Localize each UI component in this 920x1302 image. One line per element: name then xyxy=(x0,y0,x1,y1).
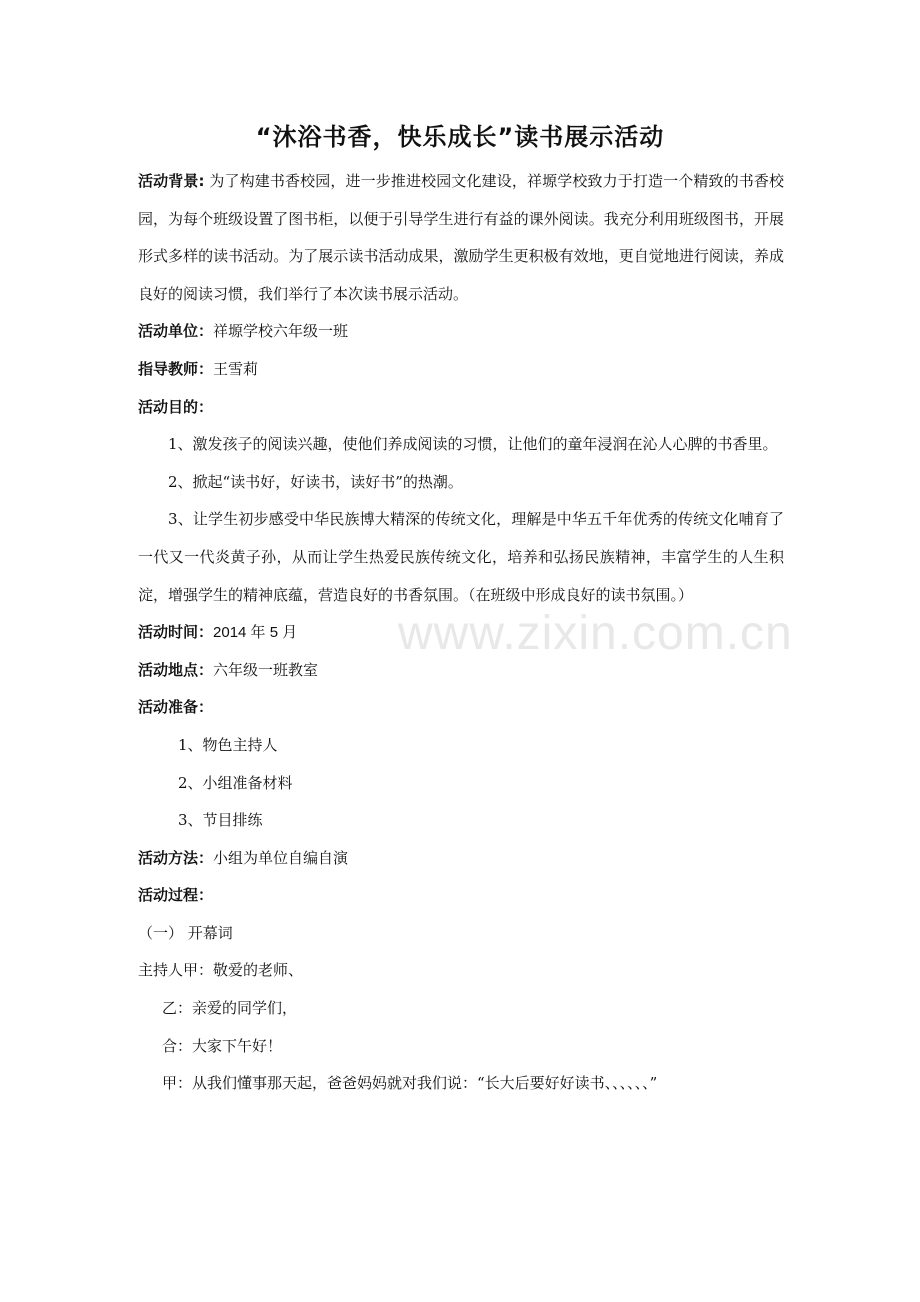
method-label: 活动方法： xyxy=(138,848,214,867)
section-opening: （一） 开幕词 xyxy=(138,923,233,942)
goals-heading xyxy=(138,389,784,427)
teacher-line xyxy=(138,351,784,389)
method-value: 小组为单位自编自演 xyxy=(213,848,349,867)
place-line xyxy=(138,652,784,690)
goal-item-3: 3、让学生初步感受中华民族博大精深的传统文化，理解是中华五千年优秀的传统文化哺育了一代又一代炎黄子孙，从而让学生热爱民族传统文化，培养和弘扬民族精神，丰富学生的人生积淀，增强学生的精神底蕴，营造良好的书香氛围。（在班级中形成良好的读书氛围。） xyxy=(138,510,784,604)
time-label: 活动时间： xyxy=(138,623,214,642)
dialogue-line-4: 甲：从我们懂事那天起，爸爸妈妈就对我们说：“长大后要好好读书、、、、、、” xyxy=(162,1074,658,1093)
process-label: 活动过程： xyxy=(138,886,214,905)
prep-item-3: 3、节目排练 xyxy=(178,811,263,830)
place-value: 六年级一班教室 xyxy=(213,660,319,679)
goal-item-1: 1、激发孩子的阅读兴趣，使他们养成阅读的习惯，让他们的童年浸润在沁人心脾的书香里。 xyxy=(168,435,778,454)
prep-heading xyxy=(138,689,784,727)
prep-label: 活动准备： xyxy=(138,698,214,717)
goals-label: 活动目的： xyxy=(138,397,214,416)
prep-item-2: 2、小组准备材料 xyxy=(178,773,293,792)
teacher-label: 指导教师： xyxy=(138,359,214,378)
watermark: www.zixin.com.cn xyxy=(398,607,793,660)
unit-label: 活动单位： xyxy=(138,322,214,341)
dialogue-line-1: 主持人甲：敬爱的老师、 xyxy=(138,961,304,980)
teacher-value: 王雪莉 xyxy=(213,359,259,378)
prep-item-1: 1、物色主持人 xyxy=(178,735,278,754)
method-line xyxy=(138,840,784,878)
document-body xyxy=(138,163,784,1103)
time-value: 2014 年 5 月 xyxy=(213,624,298,642)
background-label: 活动背景 xyxy=(138,172,199,190)
unit-line xyxy=(138,313,784,351)
dialogue-line-2: 乙：亲爱的同学们， xyxy=(162,999,298,1018)
background-text: 为了构建书香校园，进一步推进校园文化建设，祥塬学校致力于打造一个精致的书香校园，为每个班级设置了图书柜，以便于引导学生进行有益的课外阅读。我充分利用班级图书，开展形式多样的读书活动。为了展示读书活动成果，激励学生更积极有效地，更自觉地进行阅读，养成良好的阅读习惯，我们举行了本次读书展示活动。 xyxy=(138,172,784,303)
dialogue-line-3: 合：大家下午好！ xyxy=(162,1036,283,1055)
background-paragraph: 活动背景: 为了构建书香校园，进一步推进校园文化建设，祥塬学校致力于打造一个精致的书香校园，为每个班级设置了图书柜，以便于引导学生进行有益的课外阅读。我充分利用班级图书，开展形式多样的读书活动。为了展示读书活动成果，激励学生更积极有效地，更自觉地进行阅读，养成良好的阅读习惯，我们举行了本次读书展示活动。 xyxy=(138,172,784,303)
process-heading xyxy=(138,877,784,915)
unit-value: 祥塬学校六年级一班 xyxy=(213,322,349,341)
place-label: 活动地点： xyxy=(138,660,214,679)
goal-item-2: 2、掀起“读书好，好读书，读好书”的热潮。 xyxy=(168,472,463,491)
document-title: “沐浴书香，快乐成长”读书展示活动 xyxy=(255,123,665,151)
time-line xyxy=(138,614,784,652)
